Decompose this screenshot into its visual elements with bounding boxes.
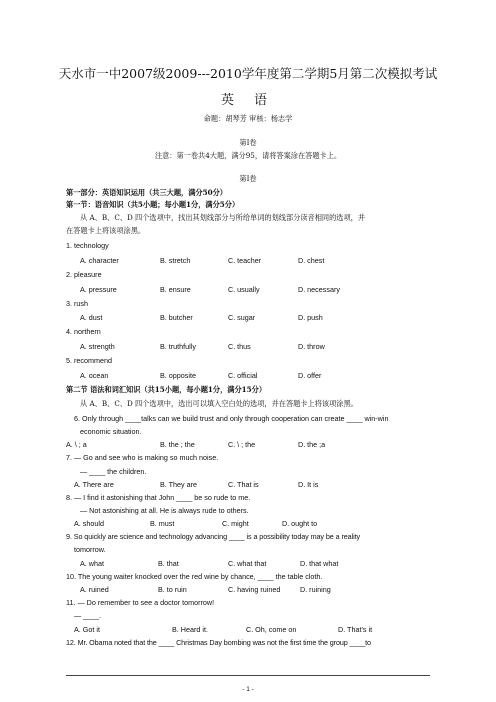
- q6-option-b: B. the ; the: [160, 440, 195, 449]
- question-11-cont: — ____.: [74, 611, 102, 620]
- q3-option-b: B. butcher: [160, 313, 193, 322]
- q2-option-a: A. pressure: [80, 285, 117, 294]
- question-7: 7. — Go and see who is making so much noise.: [66, 453, 219, 462]
- q1-option-c: C. teacher: [228, 256, 262, 265]
- q8-option-c: C. might: [222, 519, 249, 528]
- section1-sub-title: 第一节：语音知识（共5小题；每小题1分，满分5分）: [66, 200, 240, 209]
- footer-rule: [66, 675, 430, 676]
- q2-option-b: B. ensure: [160, 285, 191, 294]
- q6-option-d: D. the ;a: [298, 440, 326, 449]
- q10-option-d: D. ruining: [300, 585, 331, 594]
- q3-option-c: C. sugar: [228, 313, 256, 322]
- q3-option-a: A. dust: [80, 313, 103, 322]
- question-8: 8. — I find it astonishing that John ____ be so rude to me.: [66, 493, 251, 502]
- q4-option-b: B. truthfully: [160, 342, 196, 351]
- question-2: 2. pleasure: [66, 270, 102, 279]
- question-4: 4. northern: [66, 327, 101, 336]
- q5-option-c: C. official: [228, 371, 258, 380]
- part-label-2: 第I卷: [239, 174, 257, 183]
- q11-option-a: A. Got it: [74, 625, 100, 634]
- q8-option-d: D. ought to: [282, 519, 318, 528]
- q9-option-d: D. that what: [300, 559, 339, 568]
- question-7-cont: — ____ the children.: [80, 467, 147, 476]
- section1-instruction: 从 A、B、C、D 四个选项中，找出其划线部分与所给单词的划线部分读音相同的选项，并: [80, 213, 366, 222]
- question-8-cont: — Not astonishing at all. He is always rude to others.: [80, 506, 249, 515]
- q9-option-b: B. that: [158, 559, 179, 568]
- q2-option-d: D. necessary: [298, 285, 340, 294]
- q8-option-a: A. should: [74, 519, 104, 528]
- q1-option-a: A. character: [80, 256, 119, 265]
- q6-option-c: C. \ ; the: [228, 440, 256, 449]
- q11-option-d: D. That’s it: [338, 625, 373, 634]
- q4-option-d: D. throw: [298, 342, 325, 351]
- q10-option-a: A. ruined: [80, 585, 109, 594]
- q1-option-d: D. chest: [298, 256, 325, 265]
- section1-instruction-cont: 在答题卡上将该项涂黑。: [66, 226, 146, 235]
- q4-option-c: C. thus: [228, 342, 251, 351]
- q9-option-c: C. what that: [228, 559, 267, 568]
- question-6: 6. Only through ____talks can we build trust and only through cooperation can create ____ win-win: [74, 414, 389, 423]
- q11-option-c: C. Oh, come on: [246, 625, 297, 634]
- q7-option-c: C. That is: [228, 480, 259, 489]
- section2-title: 第二节 语法和词汇知识（共15小题，每小题1分，满分15分）: [66, 385, 267, 394]
- question-6-cont: economic situation.: [80, 427, 142, 436]
- question-3: 3. rush: [66, 299, 88, 308]
- question-11: 11. — Do remember to see a doctor tomorrow!: [66, 598, 215, 607]
- q6-option-a: A. \ ; a: [66, 440, 87, 449]
- q8-option-b: B. must: [150, 519, 175, 528]
- q9-option-a: A. what: [80, 559, 104, 568]
- q1-option-b: B. stretch: [160, 256, 191, 265]
- question-5: 5. recommend: [66, 356, 112, 365]
- section2-instruction: 从 A、B、C、D 四个选项中，选出可以填入空白处的选项，并在答题卡上将该项涂黑。: [80, 399, 358, 408]
- exam-note: 注意：第一卷共4大题，满分95，请将答案涂在答题卡上。: [154, 151, 342, 160]
- q10-option-c: C. having ruined: [228, 585, 281, 594]
- q3-option-d: D. push: [298, 313, 323, 322]
- question-1: 1. technology: [66, 241, 109, 250]
- q7-option-a: A. There are: [74, 480, 114, 489]
- q7-option-d: D. It is: [298, 480, 319, 489]
- q2-option-c: C. usually: [228, 285, 260, 294]
- question-9: 9. So quickly are science and technology advancing ____ is a possibility today may be a reality: [66, 532, 361, 541]
- subject-title: 英 语: [220, 93, 276, 108]
- q7-option-b: B. They are: [160, 480, 198, 489]
- q5-option-a: A. ocean: [80, 371, 109, 380]
- q5-option-b: B. opposite: [160, 371, 196, 380]
- part-label: 第I卷: [239, 138, 257, 147]
- q11-option-b: B. Heard it.: [172, 625, 208, 634]
- question-10: 10. The young waiter knocked over the red wine by chance, ____ the table cloth.: [66, 572, 323, 581]
- question-12: 12. Mr. Obama noted that the ____ Christmas Day bombing was not the first time the group ____to: [66, 638, 371, 647]
- exam-title: 天水市一中2007级2009---2010学年度第二学期5月第二次模拟考试: [58, 66, 438, 81]
- q5-option-d: D. offer: [298, 371, 322, 380]
- q4-option-a: A. strength: [80, 342, 115, 351]
- authors-line: 命题：胡琴芳 审核：杨志学: [203, 114, 293, 123]
- question-9-cont: tomorrow.: [74, 545, 106, 554]
- page-number: - 1 -: [242, 686, 254, 693]
- section1-title: 第一部分：英语知识运用（共三大题，满分50分）: [66, 188, 227, 197]
- q10-option-b: B. to ruin: [158, 585, 187, 594]
